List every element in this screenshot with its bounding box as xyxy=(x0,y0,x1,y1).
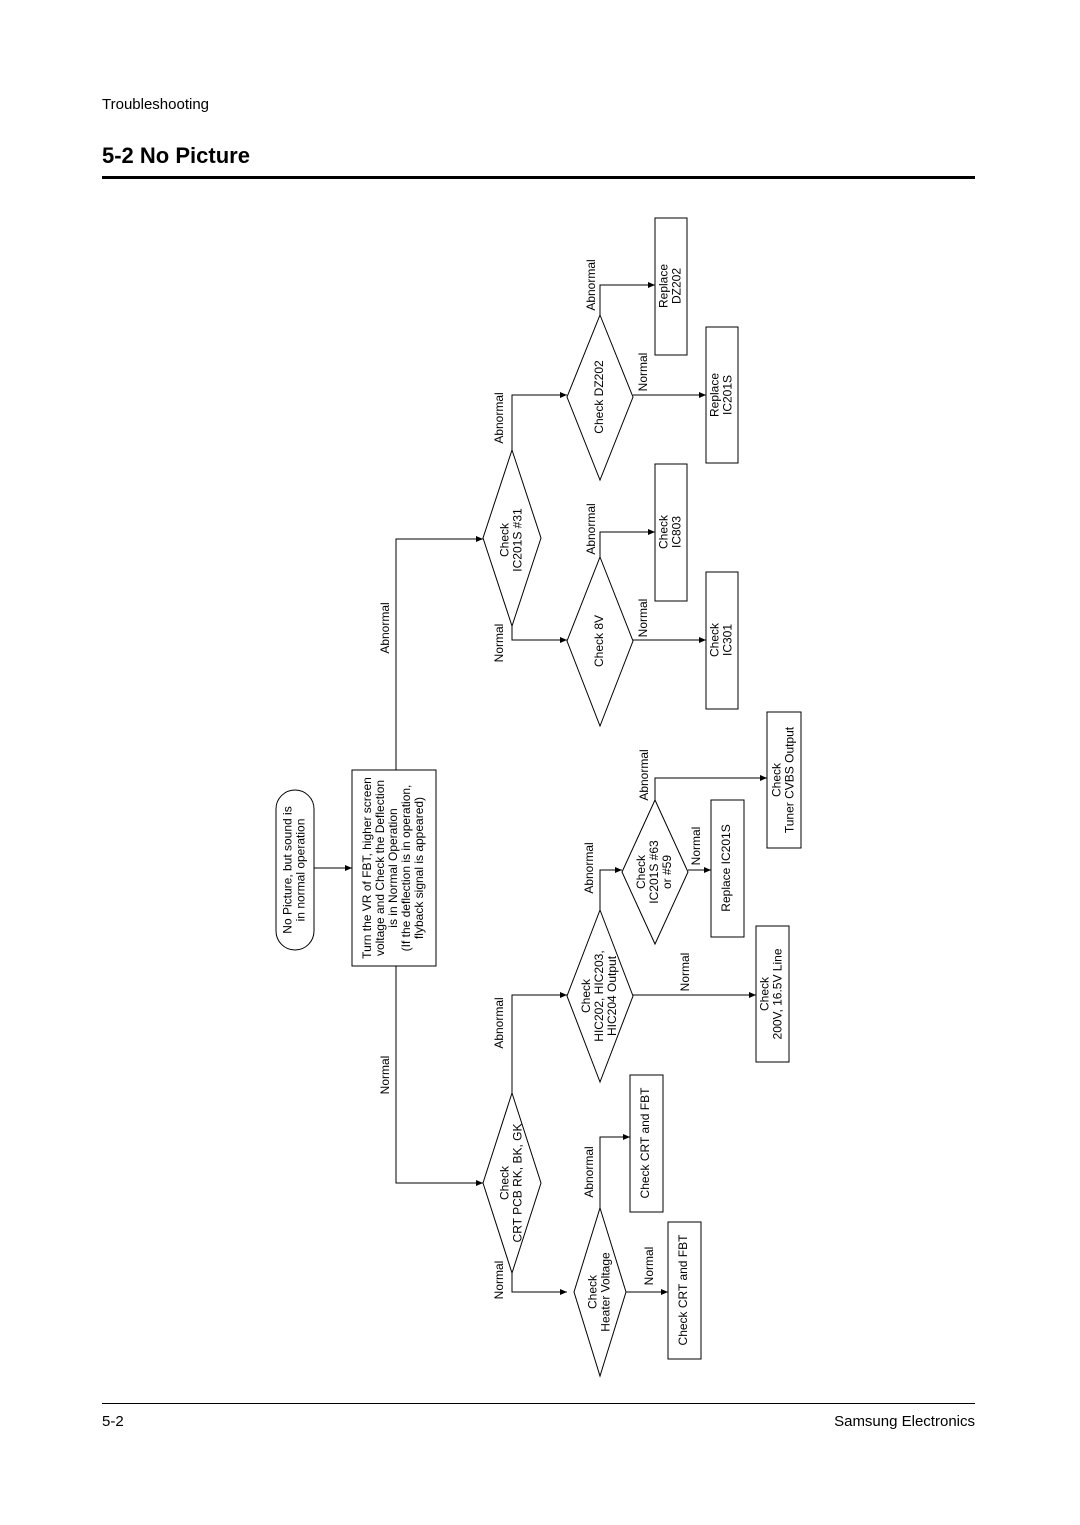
label-abnormal-crt-pcb: Abnormal xyxy=(492,997,507,1049)
hic-text-line-1: Check xyxy=(579,978,594,1014)
crt-fbt-b-text-line-1: Check CRT and FBT xyxy=(676,1234,691,1346)
heater-text-line-1: Check xyxy=(585,1274,600,1310)
replace-dz202-text-line-2: DZ202 xyxy=(669,267,684,305)
label-abnormal-heater: Abnormal xyxy=(582,1146,597,1198)
check-200v-text-line-1: Check xyxy=(757,976,772,1012)
check-ic301-text-line-2: IC301 xyxy=(720,623,735,657)
tuner-text-line-1: Check xyxy=(769,762,784,798)
ic201s63-text-line-3: or #59 xyxy=(660,854,675,890)
adjust-text-line-3: is in Normal Operation xyxy=(386,808,401,928)
start-text-line-2: in normal operation xyxy=(293,818,308,922)
label-normal-crt-pcb: Normal xyxy=(492,1260,507,1300)
connector-crtpcb-hic xyxy=(512,995,567,1093)
hic-text-line-2: HIC202, HIC203, xyxy=(592,950,607,1042)
page-number: 5-2 xyxy=(102,1413,124,1430)
connector-ic201s31-dz202 xyxy=(512,395,567,450)
replace-dz202-text-line-1: Replace xyxy=(656,263,671,309)
connector-adjust-crtpcb xyxy=(396,966,483,1183)
replace-ic201s-a-text-line-2: IC201S xyxy=(720,374,735,416)
ic201s31-text-line-1: Check xyxy=(497,522,512,558)
start-text-line-1: No Picture, but sound is xyxy=(280,806,295,934)
connector-ic201s63-tuner xyxy=(655,778,767,800)
check-8v-text-line-1: Check 8V xyxy=(592,614,607,668)
connector-8v-ic803 xyxy=(600,532,655,557)
hic-text-line-3: HIC204 Output xyxy=(605,955,620,1037)
crt-pcb-text-line-1: Check xyxy=(497,1165,512,1201)
heater-text-line-2: Heater Voltage xyxy=(598,1252,613,1332)
connector-adjust-ic201s31 xyxy=(396,539,483,770)
check-200v-text-line-2: 200V, 16.5V Line xyxy=(770,948,785,1040)
check-ic301-text-line-1: Check xyxy=(707,622,722,658)
connector-dz202-replace xyxy=(600,285,655,315)
company-name: Samsung Electronics xyxy=(834,1413,975,1430)
label-abnormal-adjust: Abnormal xyxy=(378,602,393,654)
check-ic803-text-line-2: IC803 xyxy=(669,515,684,549)
crt-pcb-text-line-2: CRT PCB RK, BK, GK xyxy=(510,1123,525,1243)
adjust-text-line-2: voltage and Check the Deflection xyxy=(373,779,388,957)
connector-ic201s31-8v xyxy=(512,626,567,640)
label-normal-ic201s31: Normal xyxy=(492,623,507,663)
label-abnormal-ic201s63: Abnormal xyxy=(637,749,652,801)
label-abnormal-hic: Abnormal xyxy=(582,842,597,894)
label-normal-adjust: Normal xyxy=(378,1055,393,1095)
label-abnormal-dz202: Abnormal xyxy=(584,259,599,311)
connector-hic-ic201s63 xyxy=(600,870,622,910)
page-title: 5-2 No Picture xyxy=(102,143,250,168)
label-abnormal-ic201s31: Abnormal xyxy=(492,392,507,444)
replace-ic201s-a-text-line-1: Replace xyxy=(707,372,722,418)
label-normal-hic: Normal xyxy=(678,952,693,992)
adjust-text-line-5: flyback signal is appeared) xyxy=(412,796,427,940)
label-normal-dz202: Normal xyxy=(636,352,651,392)
adjust-text-line-1: Turn the VR of FBT, higher screen xyxy=(360,777,375,959)
crt-fbt-a-text-line-1: Check CRT and FBT xyxy=(638,1087,653,1199)
adjust-text-line-4: (If the deflection is in operation, xyxy=(399,784,414,952)
tuner-text-line-2: Tuner CVBS Output xyxy=(782,726,797,834)
ic201s31-text-line-2: IC201S #31 xyxy=(510,508,525,572)
replace-ic201s-b-text-line-1: Replace IC201S xyxy=(719,824,734,912)
ic201s63-text-line-2: IC201S #63 xyxy=(647,840,662,904)
check-ic803-text-line-1: Check xyxy=(656,514,671,550)
connector-crtpcb-heater xyxy=(512,1273,567,1292)
label-normal-8v: Normal xyxy=(636,598,651,638)
connector-heater-crtfbt-a xyxy=(600,1137,630,1208)
dz202-text-line-1: Check DZ202 xyxy=(592,360,607,434)
label-normal-ic201s63: Normal xyxy=(689,826,704,866)
section-header: Troubleshooting xyxy=(102,96,210,113)
ic201s63-text-line-1: Check xyxy=(634,854,649,890)
label-normal-heater: Normal xyxy=(642,1246,657,1286)
footer-rule xyxy=(102,1403,975,1404)
label-abnormal-8v: Abnormal xyxy=(584,503,599,555)
